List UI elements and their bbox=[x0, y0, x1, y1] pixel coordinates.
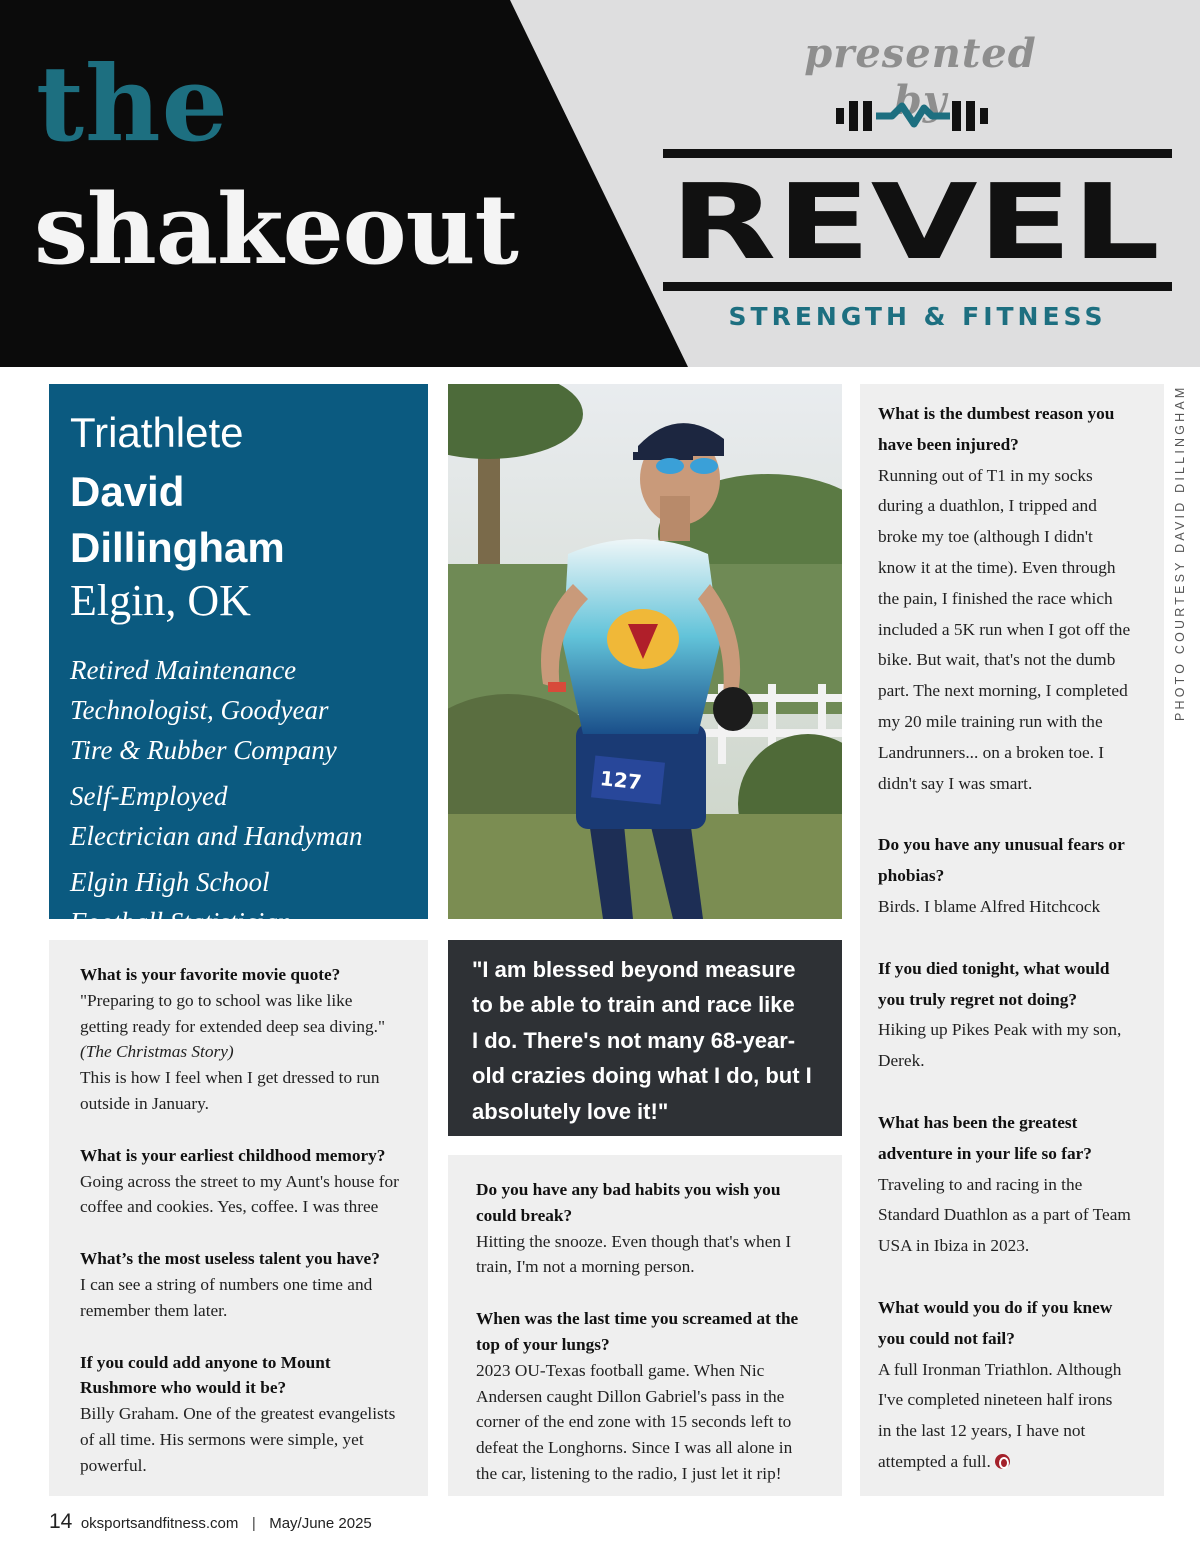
answer-line: part. The next morning, I completed bbox=[878, 681, 1128, 701]
answer-line: Running out of T1 in my socks bbox=[878, 465, 1093, 485]
answer-line: know it at the time). Even through bbox=[878, 557, 1116, 577]
athlete-city: Elgin, OK bbox=[70, 576, 251, 625]
answer-line: defeat the Longhorns. Since I was all alone in bbox=[476, 1438, 793, 1458]
end-of-article-icon bbox=[995, 1454, 1010, 1469]
sponsor-rule-bottom bbox=[663, 282, 1172, 291]
qa-item-greatest-adventure bbox=[878, 1108, 1150, 1262]
answer-line: train, I'm not a morning person. bbox=[476, 1257, 695, 1277]
athlete-role: Triathlete bbox=[70, 409, 244, 456]
answer-line: coffee and cookies. Yes, coffee. I was three bbox=[80, 1197, 379, 1217]
brand-title-line2: shakeout bbox=[34, 173, 518, 286]
qa-item-fears bbox=[878, 830, 1150, 922]
answer-line: remember them later. bbox=[80, 1300, 228, 1320]
answer-line: getting ready for extended deep sea diving." bbox=[80, 1016, 386, 1036]
footer-separator: | bbox=[251, 1515, 256, 1532]
qa-item-could-not-fail bbox=[878, 1293, 1150, 1478]
footer-site: oksportsandfitness.com bbox=[80, 1515, 239, 1532]
answer-line: "Preparing to go to school was like like bbox=[80, 990, 353, 1010]
answer-citation: (The Christmas Story) bbox=[80, 1042, 234, 1062]
answer-line: Derek. bbox=[878, 1051, 925, 1071]
quote-line: absolutely love it!" bbox=[472, 1098, 669, 1124]
qa-item-childhood-memory bbox=[80, 1143, 414, 1220]
qa-panel-right bbox=[860, 384, 1164, 1496]
answer-line: Going across the street to my Aunt's house for bbox=[80, 1171, 399, 1191]
answer-line: bike. But wait, that's not the dumb bbox=[878, 650, 1116, 670]
answer-line: 2023 OU-Texas football game. When Nic bbox=[476, 1360, 765, 1380]
profile-occupation-3 bbox=[70, 862, 408, 942]
photo-credit: PHOTO COURTESY DAVID DILLINGHAM bbox=[1173, 384, 1187, 721]
answer-line: included a 5K run when I got off the bbox=[878, 619, 1131, 639]
answer-line: Andersen caught Dillon Gabriel's pass in the bbox=[476, 1386, 785, 1406]
athlete-name: David Dillingham bbox=[70, 468, 285, 571]
profile-line: Retired Maintenance bbox=[70, 655, 297, 685]
answer-line: A full Ironman Triathlon. Although bbox=[878, 1359, 1122, 1379]
profile-occupation-1 bbox=[70, 650, 408, 770]
question: top of your lungs? bbox=[476, 1334, 610, 1354]
answer-line: didn't say I was smart. bbox=[878, 773, 1033, 793]
answer-line: powerful. bbox=[80, 1455, 147, 1475]
question: What is the dumbest reason you bbox=[878, 404, 1115, 423]
answer-line: the pain, I finished the race which bbox=[878, 588, 1113, 608]
answer-line: Billy Graham. One of the greatest evangelists bbox=[80, 1404, 396, 1424]
answer-line: This is how I feel when I get dressed to run bbox=[80, 1068, 380, 1088]
quote-line: I do. There's not many 68-year- bbox=[472, 1027, 796, 1053]
page-footer bbox=[49, 1510, 372, 1534]
qa-item-mount-rushmore bbox=[80, 1350, 414, 1479]
sponsor-rule-top bbox=[663, 149, 1172, 158]
question: have been injured? bbox=[878, 434, 1019, 454]
question: Rushmore who would it be? bbox=[80, 1378, 287, 1398]
profile-line: Electrician and Handyman bbox=[70, 821, 363, 851]
answer-line: corner of the end zone with 15 seconds left to bbox=[476, 1412, 792, 1432]
answer-line: I've completed nineteen half irons bbox=[878, 1390, 1113, 1410]
profile-occupation-2 bbox=[70, 776, 408, 856]
question: What’s the most useless talent you have? bbox=[80, 1249, 380, 1269]
answer-line: in the last 12 years, I have not bbox=[878, 1421, 1086, 1441]
qa-item-useless-talent bbox=[80, 1246, 414, 1323]
question: you truly regret not doing? bbox=[878, 989, 1078, 1009]
answer-line: broke my toe (although I didn't bbox=[878, 527, 1093, 547]
quote-line: "I am blessed beyond measure bbox=[472, 957, 796, 982]
quote-line: old crazies doing what I do, but I bbox=[472, 1063, 812, 1089]
answer-line: Standard Duathlon as a part of Team bbox=[878, 1205, 1131, 1225]
question: Do you have any bad habits you wish you bbox=[476, 1180, 781, 1199]
answer-line: outside in January. bbox=[80, 1093, 209, 1113]
athlete-profile-box bbox=[49, 384, 428, 937]
question: adventure in your life so far? bbox=[878, 1143, 1092, 1163]
profile-line: Elgin High School bbox=[70, 867, 270, 897]
answer-line: the car, listening to the radio, I just let it rip! bbox=[476, 1463, 782, 1483]
runner-illustration bbox=[448, 384, 842, 919]
answer-line-last bbox=[878, 1447, 1150, 1478]
athlete-running-photo bbox=[448, 384, 842, 919]
pull-quote bbox=[448, 940, 842, 1136]
race-bib-number: 127 bbox=[598, 766, 643, 795]
qa-item-bad-habits bbox=[476, 1177, 822, 1280]
quote-line: to be able to train and race like bbox=[472, 992, 795, 1018]
answer-line: of all time. His sermons were simple, yet bbox=[80, 1429, 364, 1449]
qa-item-movie-quote bbox=[80, 962, 414, 1117]
answer-line: USA in Ibiza in 2023. bbox=[878, 1236, 1030, 1256]
answer-line: Hitting the snooze. Even though that's when I bbox=[476, 1231, 792, 1251]
question: If you could add anyone to Mount bbox=[80, 1352, 331, 1372]
profile-line: Self-Employed bbox=[70, 781, 228, 811]
answer-line: during a duathlon, I tripped and bbox=[878, 496, 1097, 516]
answer-line: I can see a string of numbers one time and bbox=[80, 1274, 373, 1294]
answer-line: attempted a full. bbox=[878, 1451, 991, 1471]
barbell-pulse-icon bbox=[832, 96, 1002, 136]
question: Do you have any unusual fears or bbox=[878, 835, 1125, 855]
profile-line: Technologist, Goodyear bbox=[70, 695, 329, 725]
question: When was the last time you screamed at the bbox=[476, 1309, 799, 1329]
pull-quote-text bbox=[472, 952, 822, 1129]
answer-line: Hiking up Pikes Peak with my son, bbox=[878, 1020, 1122, 1040]
presented-by-label: presented by bbox=[804, 30, 1037, 124]
answer-line: Traveling to and racing in the bbox=[878, 1174, 1083, 1194]
qa-item-screamed bbox=[476, 1306, 822, 1487]
question: What is your favorite movie quote? bbox=[80, 965, 341, 984]
profile-line: Tire & Rubber Company bbox=[70, 735, 337, 765]
sponsor-tagline: STRENGTH & FITNESS bbox=[728, 302, 1107, 331]
qa-panel-left bbox=[49, 940, 428, 1496]
answer-line: Landrunners... on a broken toe. I bbox=[878, 742, 1105, 762]
question: could break? bbox=[476, 1205, 573, 1225]
question: What is your earliest childhood memory? bbox=[80, 1145, 386, 1165]
brand-title-line1: the bbox=[36, 42, 229, 165]
footer-issue: May/June 2025 bbox=[269, 1515, 372, 1532]
question: What has been the greatest bbox=[878, 1112, 1078, 1132]
question: phobias? bbox=[878, 866, 945, 886]
qa-item-regret bbox=[878, 954, 1150, 1077]
question: If you died tonight, what would bbox=[878, 958, 1110, 978]
answer-line: Birds. I blame Alfred Hitchcock bbox=[878, 896, 1101, 916]
sponsor-logo-wordmark bbox=[670, 170, 1165, 280]
profile-line: Football Statistician bbox=[70, 907, 292, 937]
qa-panel-middle bbox=[448, 1155, 842, 1496]
qa-item-dumbest-injury bbox=[878, 399, 1150, 799]
page-number: 14 bbox=[49, 1510, 73, 1533]
question: What would you do if you knew bbox=[878, 1297, 1113, 1317]
answer-line: my 20 mile training run with the bbox=[878, 711, 1103, 731]
question: you could not fail? bbox=[878, 1328, 1015, 1348]
sponsor-name: REVEL bbox=[670, 170, 1160, 280]
masthead bbox=[0, 0, 1200, 367]
